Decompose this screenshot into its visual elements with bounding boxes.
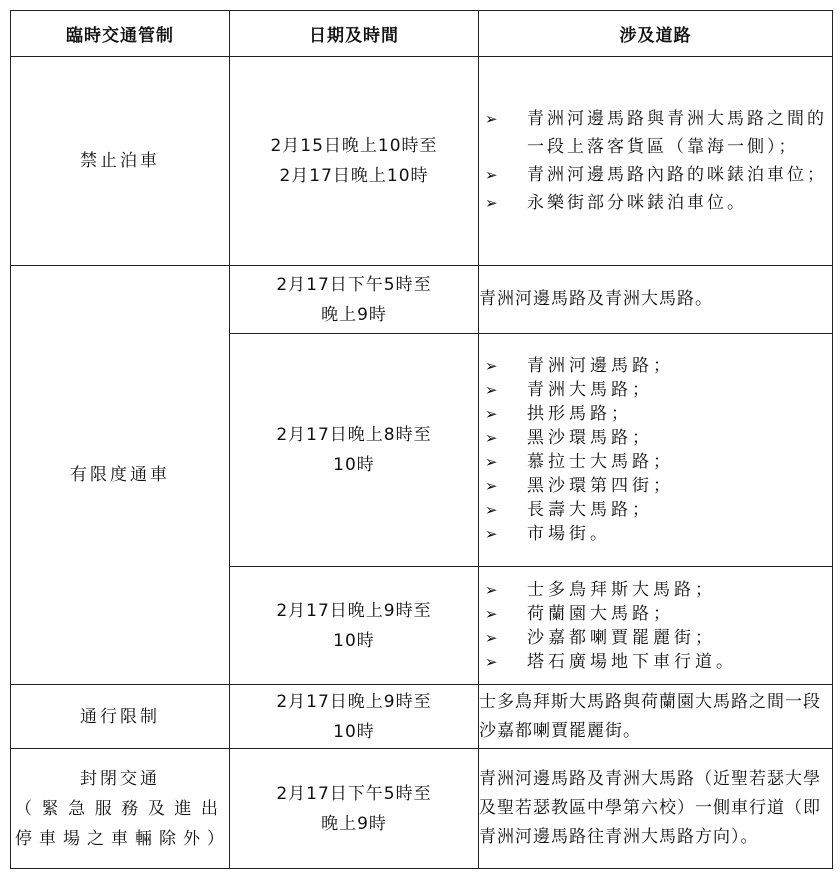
list-item: ➢ 荷蘭園大馬路； [485,603,674,624]
road-list [479,578,832,674]
list-item: ➢ 青洲大馬路； [485,380,653,400]
datetime-limited-c [230,567,479,685]
arrow-bullet-icon: ➢ [485,381,502,399]
datetime-line: 2月17日下午5時至 [276,274,432,295]
control-closure-note: （緊急服務及進出停車場之車輛除外） [15,798,231,849]
arrow-bullet-icon: ➢ [485,166,501,184]
datetime-line: 10時 [333,455,375,475]
list-item: ➢ 黑沙環第四街； [485,476,674,496]
arrow-bullet-icon: ➢ [485,429,502,447]
control-closure-title: 封閉交通 [80,768,160,789]
datetime-line: 晚上9時 [321,304,387,325]
list-item: ➢ 黑沙環馬路； [485,428,653,448]
datetime-line: 10時 [333,721,375,742]
datetime-limited-a [230,266,479,334]
arrow-bullet-icon: ➢ [485,357,502,375]
row-restriction [11,685,833,749]
list-item: ➢ 士多鳥拜斯大馬路； [485,579,716,600]
row-limited-a [11,266,833,334]
list-item: ➢ 慕拉士大馬路； [485,452,674,472]
arrow-bullet-icon: ➢ [485,525,502,543]
row-closure [11,749,833,869]
roads-no-parking [479,57,833,266]
arrow-bullet-icon: ➢ [485,501,502,519]
road-list [479,354,832,546]
list-item: ➢ 長壽大馬路； [485,500,653,520]
arrow-bullet-icon: ➢ [485,628,502,647]
datetime-line: 2月17日晚上9時至 [276,691,432,712]
list-item: ➢ 永樂街部分咪錶泊車位。 [479,189,832,217]
roads-limited-b [479,334,833,567]
header-row [11,11,833,57]
datetime-line: 2月15日晚上10時至 [270,136,438,156]
datetime-line: 2月17日晚上8時至 [276,425,432,445]
datetime-closure [230,749,479,869]
datetime-line: 2月17日下午5時至 [276,783,432,804]
roads-limited-c [479,567,833,685]
traffic-control-table [10,10,833,869]
arrow-bullet-icon: ➢ [485,453,502,471]
list-item: ➢ 市場街。 [485,524,611,544]
header-roads: 涉及道路 [479,11,833,57]
control-restriction: 通行限制 [11,685,230,749]
list-item: ➢ 青洲河邊馬路； [485,356,674,376]
arrow-bullet-icon: ➢ [485,405,502,423]
header-datetime: 日期及時間 [230,11,479,57]
row-no-parking [11,57,833,266]
arrow-bullet-icon: ➢ [485,580,502,599]
datetime-limited-b [230,334,479,567]
list-item: ➢ 塔石廣場地下車行道。 [485,651,737,672]
datetime-line: 晚上9時 [321,813,387,834]
road-list [479,105,832,217]
list-item: ➢ 青洲河邊馬路與青洲大馬路之間的一段上落客貨區（靠海一側）； [479,105,832,161]
datetime-line: 2月17日晚上10時 [279,166,429,186]
list-item: ➢ 青洲河邊馬路內路的咪錶泊車位； [479,161,832,189]
control-closure [11,749,230,869]
arrow-bullet-icon: ➢ [485,652,502,671]
arrow-bullet-icon: ➢ [485,604,502,623]
datetime-no-parking [230,57,479,266]
datetime-line: 10時 [333,630,375,651]
arrow-bullet-icon: ➢ [485,110,501,128]
list-item: ➢ 沙嘉都喇賈罷麗街； [485,627,716,648]
header-control: 臨時交通管制 [11,11,230,57]
roads-closure: 青洲河邊馬路及青洲大馬路（近聖若瑟大學及聖若瑟教區中學第六校）一側車行道（即青洲河邊馬路往青洲大馬路方向）。 [479,749,833,869]
arrow-bullet-icon: ➢ [485,477,502,495]
arrow-bullet-icon: ➢ [485,194,501,212]
control-no-parking: 禁止泊車 [11,57,230,266]
control-limited: 有限度通車 [11,266,230,685]
list-item: ➢ 拱形馬路； [485,404,632,424]
datetime-line: 2月17日晚上9時至 [276,600,432,621]
roads-restriction: 士多鳥拜斯大馬路與荷蘭園大馬路之間一段沙嘉都喇賈罷麗街。 [479,685,833,749]
roads-limited-a: 青洲河邊馬路及青洲大馬路。 [479,266,833,334]
datetime-restriction [230,685,479,749]
